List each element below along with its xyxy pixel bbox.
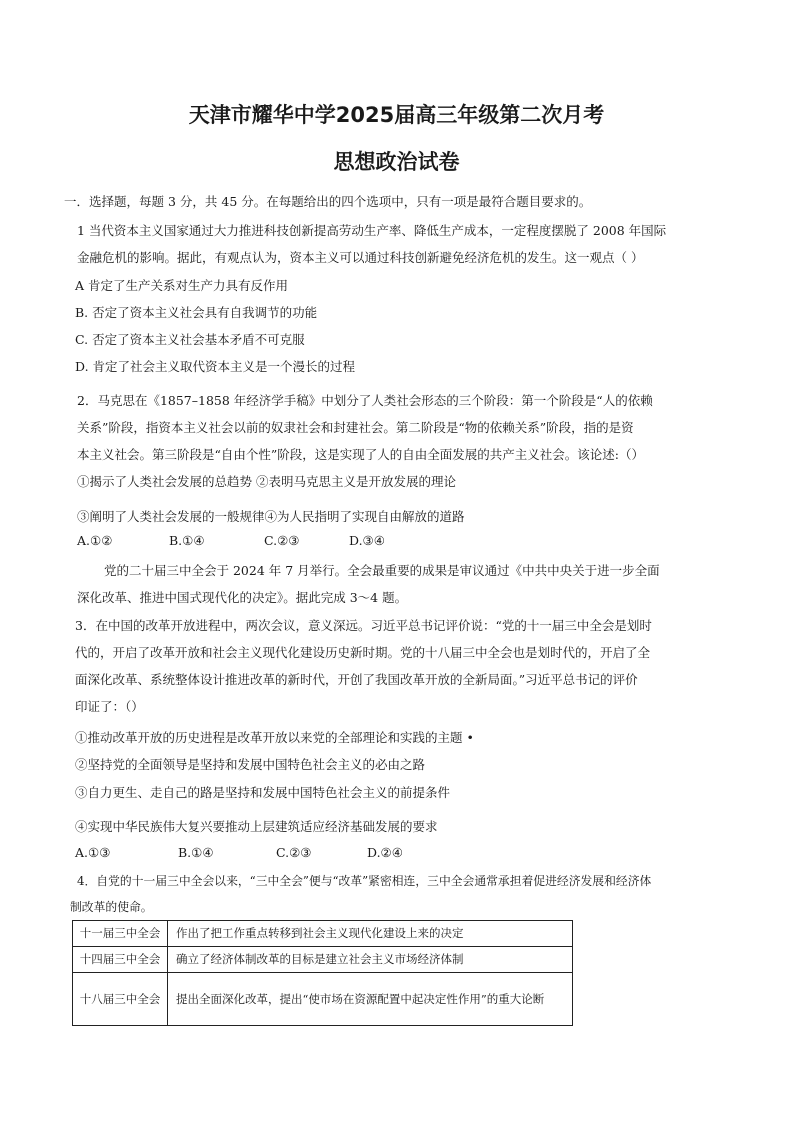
material-line-2: 深化改革、推进中国式现代化的决定》。据此完成 3～4 题。 (77, 590, 408, 605)
table-cell-meeting: 十四届三中全会 (73, 947, 168, 973)
q3-choice-c[interactable]: C.②③ (276, 845, 312, 860)
table-cell-meeting: 十八届三中全会 (73, 973, 168, 1026)
q4-stem-line-1: 4．自党的十一届三中全会以来，“三中全会”便与“改革”紧密相连，三中全会通常承担着促进经济发展和经济体 (77, 874, 652, 888)
q3-statement-4: ④实现中华民族伟大复兴要推动上层建筑适应经济基础发展的要求 (75, 819, 438, 834)
q2-stem-line-3: 本主义社会。第三阶段是“自由个性”阶段，这是实现了人的自由全面发展的共产主义社会。该论述:（） (77, 447, 644, 462)
q2-statements-3-4: ③阐明了人类社会发展的一般规律④为人民指明了实现自由解放的道路 (77, 509, 465, 524)
q3-choice-d[interactable]: D.②④ (367, 845, 403, 860)
q2-stem-line-2: 关系”阶段，指资本主义社会以前的奴隶社会和封建社会。第二阶段是“物的依赖关系”阶段，指的是资 (77, 420, 634, 435)
q1-option-c[interactable]: C. 否定了资本主义社会基本矛盾不可克服 (75, 332, 305, 347)
material-line-1: 党的二十届三中全会于 2024 年 7 月举行。全会最重要的成果是审议通过《中共中央关于进一步全面 (104, 563, 660, 578)
q3-statement-1: ①推动改革开放的历史进程是改革开放以来党的全部理论和实践的主题 • (75, 730, 474, 745)
q2-stem-line-1: 2．马克思在《1857–1858 年经济学手稿》中划分了人类社会形态的三个阶段：第一个阶段是“人的依赖 (77, 393, 653, 408)
q3-stem-line-1: 3．在中国的改革开放进程中，两次会议，意义深远。习近平总书记评价说：“党的十一届三中全会是划时 (75, 618, 652, 633)
q2-choice-c[interactable]: C.②③ (264, 533, 300, 548)
table-row (73, 947, 573, 973)
q1-option-a[interactable]: A 肯定了生产关系对生产力具有反作用 (75, 278, 289, 293)
table-cell-content: 确立了经济体制改革的目标是建立社会主义市场经济体制 (168, 947, 573, 973)
q2-choice-d[interactable]: D.③④ (349, 533, 385, 548)
q3-statement-3: ③自力更生、走自己的路是坚持和发展中国特色社会主义的前提条件 (75, 785, 451, 800)
q1-option-d[interactable]: D. 肯定了社会主义取代资本主义是一个漫长的过程 (75, 359, 356, 374)
q2-choice-a[interactable]: A.①② (77, 533, 113, 548)
table-row (73, 921, 573, 947)
section-instruction: 一．选择题，每题 3 分，共 45 分。在每题给出的四个选项中，只有一项是最符合题目要求的。 (64, 194, 592, 209)
table-row (73, 973, 573, 1026)
exam-subtitle: 思想政治试卷 (333, 150, 460, 174)
table-cell-content: 提出全面深化改革，提出“使市场在资源配置中起决定性作用”的重大论断 (168, 973, 573, 1026)
q3-choice-a[interactable]: A.①③ (75, 845, 111, 860)
table-cell-content: 作出了把工作重点转移到社会主义现代化建设上来的决定 (168, 921, 573, 947)
exam-title: 天津市耀华中学2025届高三年级第二次月考 (188, 103, 605, 127)
q3-choice-b[interactable]: B.①④ (178, 845, 214, 860)
table-cell-meeting: 十一届三中全会 (73, 921, 168, 947)
q3-stem-line-4: 印证了：（） (75, 699, 144, 714)
q4-reform-table (72, 920, 573, 1026)
q4-stem-line-2: 制改革的使命。 (70, 900, 153, 914)
q3-stem-line-3: 面深化改革、系统整体设计推进改革的新时代，开创了我国改革开放的全新局面。”习近平总书记的评价 (75, 672, 638, 687)
q1-option-b[interactable]: B. 否定了资本主义社会具有自我调节的功能 (75, 305, 318, 320)
q2-statements-1-2: ①揭示了人类社会发展的总趋势 ②表明马克思主义是开放发展的理论 (77, 474, 456, 489)
q3-stem-line-2: 代的，开启了改革开放和社会主义现代化建设历史新时期。党的十八届三中全会也是划时代的，开启了全 (75, 645, 651, 660)
q2-choice-b[interactable]: B.①④ (169, 533, 205, 548)
q1-stem-line-2: 金融危机的影响。据此，有观点认为，资本主义可以通过科技创新避免经济危机的发生。这一观点（ ） (77, 250, 644, 265)
q3-statement-2: ②坚持党的全面领导是坚持和发展中国特色社会主义的必由之路 (75, 757, 426, 772)
q1-stem-line-1: 1 当代资本主义国家通过大力推进科技创新提高劳动生产率、降低生产成本，一定程度摆脱了 2008 年国际 (77, 223, 667, 238)
